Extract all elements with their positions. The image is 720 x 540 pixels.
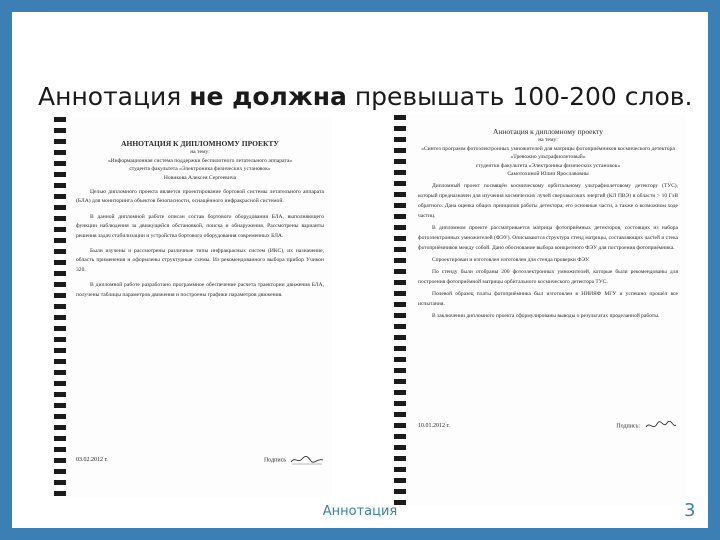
title-part1: Аннотация: [38, 82, 190, 111]
document-head-line: студента факультета «Электроника физических установок»: [129, 166, 271, 172]
document-page: [76, 135, 324, 489]
document-paragraph: В дипломной работе разработано программное обеспечение расчета траектории движения БЛА, получены таблицы параметров движения и построены графики параметров движения.: [76, 282, 324, 298]
spiral-binding: [54, 117, 66, 497]
signature-label: Подпись:: [616, 423, 640, 430]
document-paragraph: Дипломный проект посвящён космическому орбитальному ультрафиолетовому детектору (ТУС), который предназначен для изучения космических лучей сверхвысоких энергий (КЛ ПВЭ) в области > 10 ГэВ обратного. Дана оценка общих принципов работы детектора, его основные части, а также о возможном ходе частиц.: [418, 182, 678, 219]
document-title: Аннотация к дипломному проекту: [492, 127, 603, 136]
document-head-line: студентки факультета «Электроника физических установок»: [475, 162, 621, 169]
title-bold-emphasis: не должна: [189, 82, 347, 111]
signature-block: [264, 455, 324, 465]
title-part2: превышать 100-200 слов.: [346, 82, 693, 111]
annotation-document-1: [54, 117, 332, 497]
page-number: 3: [684, 500, 696, 521]
document-footer: [418, 421, 678, 431]
document-paragraph: В дипломном проекте рассматривается матрица фотоприёмных детекторов, состоящих из набора фотоэлектронных умножителей (ФЭУ). Описываются структура стенд матрицы, составляющих частей и стека фотоприёмников между собой. Дано обоснование выбора конкретного ФЭУ для построения фотоприёмника.: [418, 224, 678, 251]
document-head-line: на тему:: [190, 149, 210, 155]
signature-label: Подпись: [263, 457, 286, 464]
document-paragraph: Целью дипломного проекта является проектирование бортовой системы летательного аппарата (БЛА) для мониторинга объектов безопасности, оснащённого инфракрасной системой.: [76, 189, 324, 205]
spiral-binding: [394, 115, 406, 505]
document-page: [418, 123, 678, 497]
document-date: 03.02.2012 г.: [76, 457, 108, 463]
document-head-line: «Синтез программ фотоэлектронных умножителей для матрицы фотоприёмников космического детектора «Тревожно ультрафиолетовый»: [421, 145, 675, 160]
document-head-line: на тему:: [538, 137, 558, 143]
document-date: 10.01.2012 г.: [418, 423, 450, 429]
document-paragraph: Были изучены и рассмотрены различные типы инфракрасных систем (ИКС), их назначение, область применения и оформлены структурные схемы. Из рекомендованного выбора прибор Учикон 320.: [76, 248, 324, 273]
document-paragraph: Полевой образец платы фотоприёмника был изготовлен в НИИЯФ МГУ и успешно прошёл все испытания.: [418, 290, 678, 307]
footer-label: Аннотация: [322, 504, 398, 519]
document-paragraph: В заключении дипломного проекта сформулированы выводы о результатах проделанной работы.: [432, 312, 660, 319]
document-paragraph: Спроектирован и изготовлен изготовлен для стенда проверки ФЭУ.: [432, 256, 590, 263]
document-head-line: Самотохиной Юлии Ярославовны: [507, 171, 589, 177]
signature-block: [616, 421, 678, 431]
slide-title: [38, 82, 698, 111]
document-paragraph: По стенду были отобраны 200 фотоэлектронных умножителей, которые были рекомендованы для построения фотоприёмной матрицы орбитального космического детектора ТУС.: [418, 268, 678, 285]
document-title: АННОТАЦИЯ К ДИПЛОМНОМУ ПРОЕКТУ: [121, 139, 279, 148]
document-footer: [76, 455, 324, 465]
document-head-line: Новикова Алексея Сергеевича: [163, 174, 237, 181]
signature-scribble: [290, 455, 324, 465]
signature-scribble: [644, 421, 678, 431]
annotation-document-2: [394, 115, 686, 505]
document-head-line: «Информационная система поддержки беспилотного летательного аппарата»: [107, 157, 293, 164]
document-paragraph: В данной дипломной работе описан состав бортового оборудования БЛА, выполняющего функции наблюдения за движущейся обстановкой, поиска и обнаружения. Рассмотрены варианты решения задач стабилизации и устройства бортового оборудования современных БЛА.: [76, 213, 324, 239]
